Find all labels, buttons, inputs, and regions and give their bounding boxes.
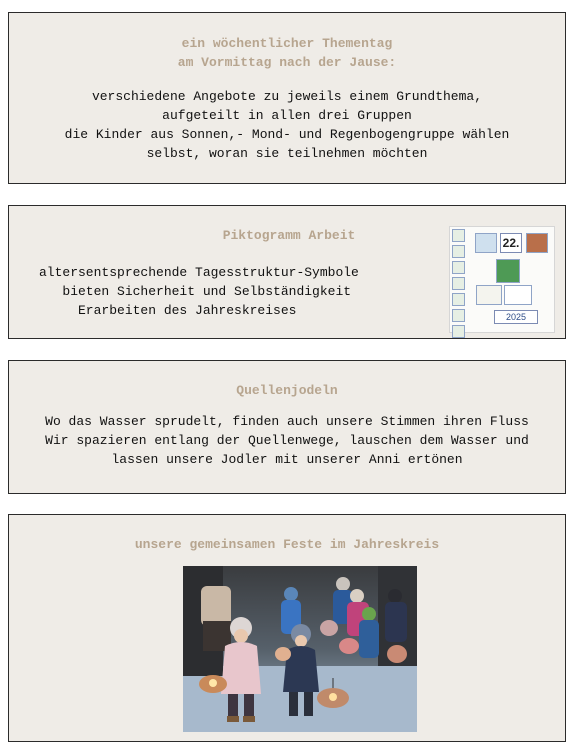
- section-text: verschiedene Angebote zu jeweils einem Grundthema, aufgeteilt in allen drei Gruppen die Kinder aus Sonnen,- Mond- und Regenbogengruppe wählen selbst, woran sie teilnehmen möchten: [64, 89, 510, 161]
- season-card: [526, 233, 548, 253]
- lantern-walk-photo: [183, 566, 417, 732]
- section-title: unsere gemeinsamen Feste im Jahreskreis: [134, 537, 440, 552]
- sun-card: [476, 285, 502, 305]
- day-card: 22.: [500, 233, 522, 253]
- year-card: 2025: [494, 310, 538, 324]
- section-title: Piktogramm Arbeit: [222, 228, 356, 243]
- section-title: Quellenjodeln: [236, 383, 338, 398]
- activity-card: [496, 259, 520, 283]
- weather-card: [475, 233, 497, 253]
- section-thementag: [8, 12, 566, 184]
- section-piktogramm: [8, 205, 566, 339]
- section-text: altersentsprechende Tagesstruktur-Symbole bieten Sicherheit und Selbständigkeit Erarbeiten des Jahreskreises: [39, 265, 359, 318]
- section-quellenjodeln: [8, 360, 566, 494]
- section-text: Wo das Wasser sprudelt, finden auch unsere Stimmen ihren Fluss Wir spazieren entlang der Quellenwege, lauschen dem Wasser und lassen unsere Jodler mit unserer Anni ertönen: [45, 414, 529, 467]
- pictogram-board-image: [449, 226, 555, 333]
- section-feste: [8, 514, 566, 742]
- pictogram-column: [452, 229, 465, 329]
- label-card: [504, 285, 532, 305]
- section-title: ein wöchentlicher Thementag am Vormittag nach der Jause:: [177, 36, 397, 70]
